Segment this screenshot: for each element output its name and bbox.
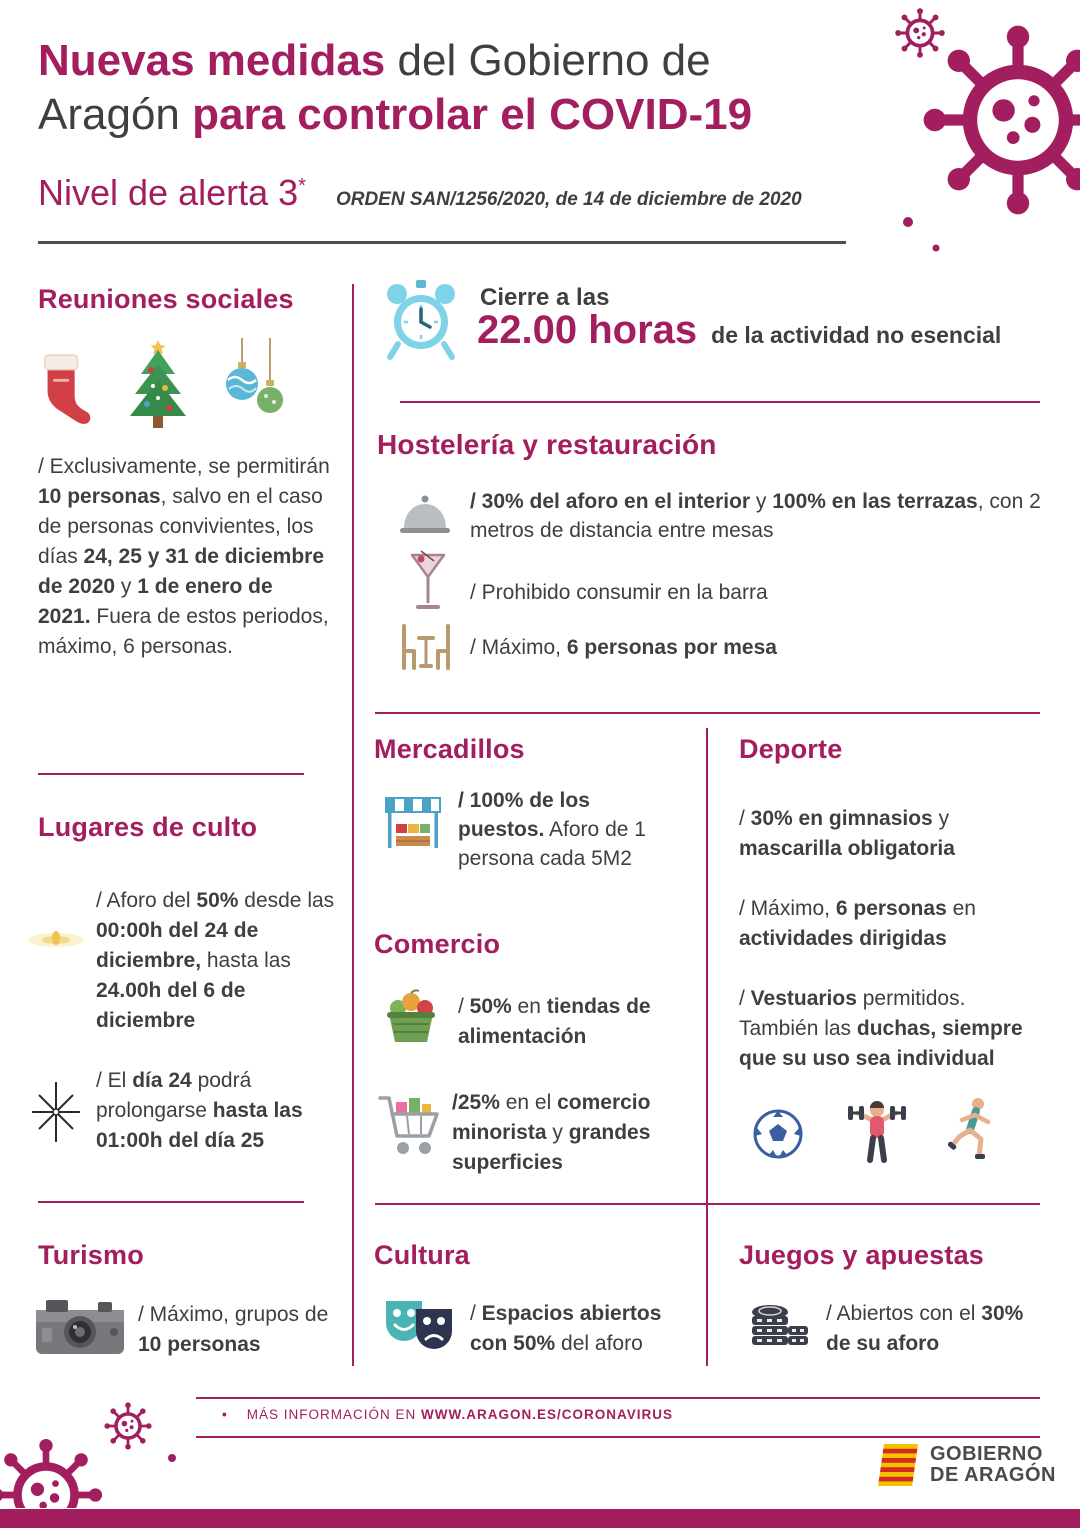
virus-icon <box>840 0 1080 270</box>
market-stall-icon <box>382 794 444 852</box>
deporte-bullet-2: / Máximo, 6 personas en actividades dirigidas <box>739 897 976 950</box>
closing-tail: de la actividad no esencial <box>711 322 1002 348</box>
bottom-accent-bar <box>0 1509 1080 1528</box>
virus-icon-footer <box>0 1398 190 1508</box>
info-url-line: • MÁS INFORMACIÓN EN WWW.ARAGON.ES/CORONAVIRUS <box>222 1407 673 1422</box>
divider-hosteleria <box>375 712 1040 714</box>
alert-asterisk: * <box>298 175 306 197</box>
alert-level-label <box>38 172 306 214</box>
section-heading-cultura: Cultura <box>374 1240 470 1270</box>
gobierno-aragon-logo <box>876 1444 1056 1486</box>
vertical-divider-right <box>706 728 708 1366</box>
title-line-1: Nuevas medidas del Gobierno de <box>38 36 711 85</box>
cloche-icon <box>398 492 452 536</box>
table-chairs-icon <box>396 624 456 670</box>
christmas-stocking-icon <box>34 346 94 432</box>
star-sparkle-icon <box>28 1082 84 1142</box>
divider-left-1 <box>38 773 304 775</box>
logo-line-2: DE ARAGÓN <box>930 1464 1056 1486</box>
section-heading-culto: Lugares de culto <box>38 812 258 842</box>
page-title <box>38 34 752 142</box>
footer-divider-top <box>196 1397 1040 1399</box>
reuniones-text: / Exclusivamente, se permitirán 10 personas, salvo en el caso de personas convivientes, los días 24, 25 y 31 de diciembre de 2020 y 1 de enero de 2021. Fuera de estos periodos, máximo, 6 personas. <box>38 455 330 658</box>
turismo-text: / Máximo, grupos de 10 personas <box>138 1303 329 1356</box>
alert-row <box>38 172 802 214</box>
camera-icon <box>34 1294 126 1358</box>
grocery-basket-icon <box>382 988 440 1046</box>
section-heading-mercadillos: Mercadillos <box>374 734 525 764</box>
closing-time: 22.00 horas <box>477 308 698 352</box>
poker-chips-icon <box>748 1296 810 1354</box>
hosteleria-bullet-1: / 30% del aforo en el interior y 100% en las terrazas, con 2 metros de distancia entre mesas <box>470 490 1041 542</box>
order-reference: ORDEN SAN/1256/2020, de 14 de diciembre de 2020 <box>335 189 802 210</box>
divider-left-2 <box>38 1201 304 1203</box>
divider-closing <box>400 401 1040 403</box>
deporte-bullet-3: / Vestuarios permitidos. También las duchas, siempre que su uso sea individual <box>739 987 1023 1070</box>
mercadillos-text: / 100% de los puestos. Aforo de 1 persona cada 5M2 <box>458 789 646 870</box>
section-heading-deporte: Deporte <box>739 734 843 764</box>
closing-line-2 <box>477 308 1001 353</box>
section-heading-juegos: Juegos y apuestas <box>739 1240 985 1270</box>
culto-bullet-1: / Aforo del 50% desde las 00:00h del 24 de diciembre, hasta las 24.00h del 6 de diciembre <box>96 889 335 1032</box>
deporte-bullet-1: / 30% en gimnasios y mascarilla obligatoria <box>739 807 955 860</box>
alert-level-text: Nivel de alerta 3 <box>38 172 299 213</box>
cocktail-icon <box>410 549 446 613</box>
weightlifter-icon <box>846 1098 908 1164</box>
divider-bottom-row <box>375 1203 1040 1205</box>
section-heading-hosteleria: Hostelería y restauración <box>377 429 717 460</box>
baubles-icon <box>222 338 288 430</box>
cultura-text: / Espacios abiertos con 50% del aforo <box>470 1302 662 1355</box>
theater-masks-icon <box>382 1297 456 1355</box>
comercio-bullet-2: /25% en el comercio minorista y grandes superficies <box>452 1091 651 1174</box>
alarm-clock-icon <box>382 278 460 362</box>
candle-glow-icon <box>24 918 88 962</box>
section-heading-turismo: Turismo <box>38 1240 144 1270</box>
footer-divider-bottom <box>196 1436 1040 1438</box>
logo-line-1: GOBIERNO <box>930 1443 1043 1465</box>
section-heading-comercio: Comercio <box>374 929 501 959</box>
juegos-text: / Abiertos con el 30% de su aforo <box>826 1302 1024 1355</box>
hosteleria-bullet-3: / Máximo, 6 personas por mesa <box>470 636 777 659</box>
comercio-bullet-1: / 50% en tiendas de alimentación <box>458 995 651 1048</box>
aragon-flag-icon <box>876 1444 920 1486</box>
logo-text <box>930 1444 1056 1486</box>
shopping-cart-icon <box>376 1090 442 1162</box>
culto-bullet-2: / El día 24 podrá prolongarse hasta las 01:00h del día 25 <box>96 1069 303 1152</box>
christmas-tree-icon <box>118 338 198 432</box>
christmas-icons-row <box>34 338 288 432</box>
hosteleria-bullet-2: / Prohibido consumir en la barra <box>470 581 768 604</box>
vertical-divider-left <box>352 284 354 1366</box>
closing-line-1: Cierre a las <box>480 284 610 311</box>
soccer-ball-icon <box>752 1108 804 1160</box>
section-heading-reuniones: Reuniones sociales <box>38 284 294 314</box>
title-line-2: Aragón para controlar el COVID-19 <box>38 90 753 139</box>
runner-icon <box>948 1096 998 1162</box>
header-divider <box>38 241 846 244</box>
